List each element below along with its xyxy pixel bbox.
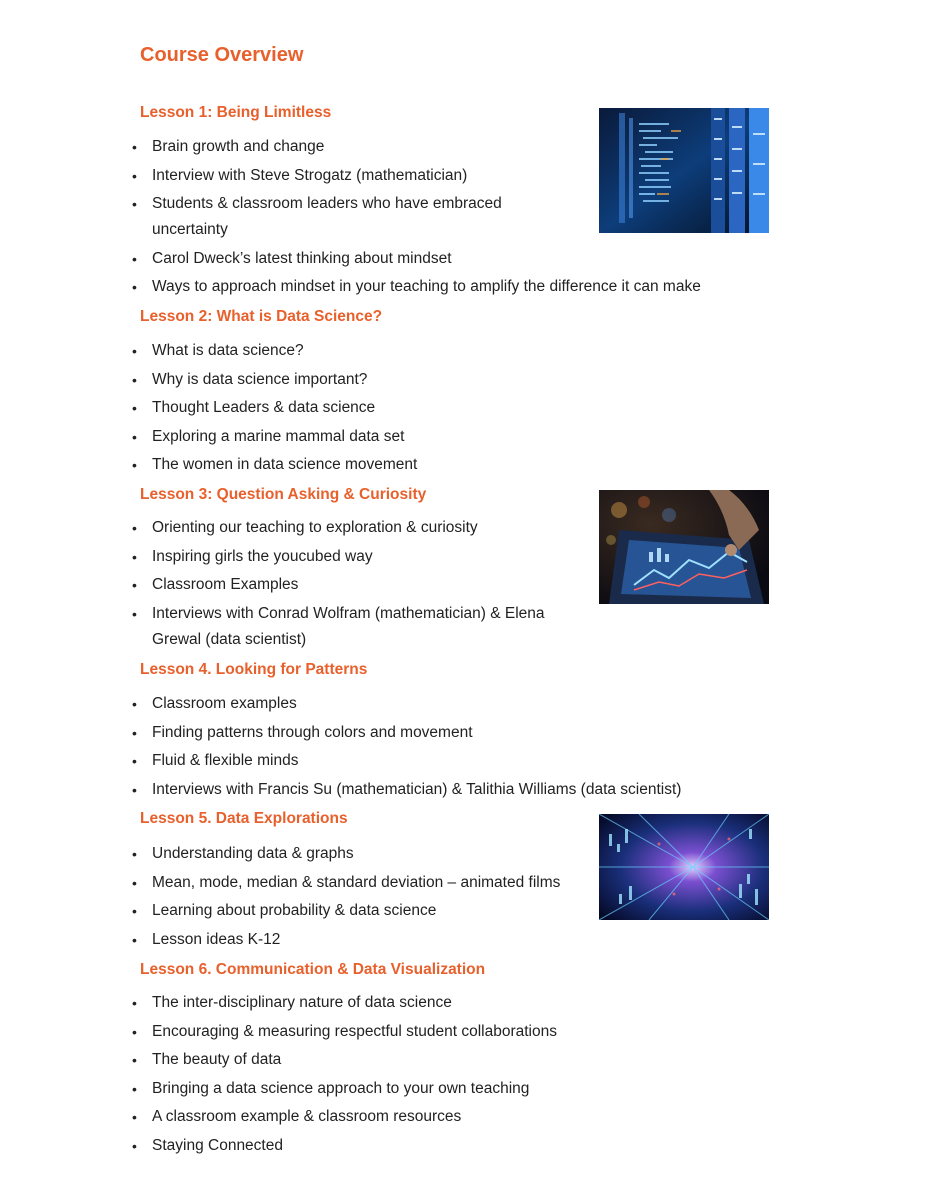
- lesson-2-title: Lesson 2: What is Data Science?: [140, 308, 383, 325]
- list-item: • The beauty of data: [132, 1051, 282, 1069]
- lesson-2-list: [130, 338, 630, 481]
- list-item: • Brain growth and change: [132, 138, 325, 155]
- list-item: • Learning about probability & data science: [132, 902, 437, 920]
- list-item: • Mean, mode, median & standard deviation – animated films: [132, 873, 561, 891]
- list-item: • Interviews with Conrad Wolfram (mathematician) & Elena Grewal (data scientist): [132, 604, 545, 648]
- lesson-3-title: Lesson 3: Question Asking & Curiosity: [140, 486, 427, 503]
- list-item: • Thought Leaders & data science: [132, 399, 376, 417]
- tablet-chart-image: [599, 490, 769, 604]
- list-item: • Finding patterns through colors and movement: [132, 723, 473, 741]
- list-item: • What is data science?: [132, 342, 304, 359]
- lesson-4-list: [130, 691, 770, 805]
- list-item: • The women in data science movement: [132, 456, 418, 474]
- lesson-4-title: Lesson 4. Looking for Patterns: [140, 661, 368, 678]
- list-item: • Interview with Steve Strogatz (mathematician): [132, 166, 468, 184]
- list-item: • Staying Connected: [132, 1136, 283, 1154]
- list-item: • Orienting our teaching to exploration & curiosity: [132, 519, 478, 536]
- list-item: • Carol Dweck’s latest thinking about mindset: [132, 249, 452, 267]
- lesson-1-list: [130, 134, 701, 303]
- list-item: • Encouraging & measuring respectful student collaborations: [132, 1022, 557, 1040]
- list-item: • Exploring a marine mammal data set: [132, 427, 405, 445]
- list-item: • Students & classroom leaders who have embraced uncertainty: [132, 195, 502, 239]
- data-tunnel-image: [599, 814, 769, 920]
- list-item: • Lesson ideas K-12: [132, 930, 281, 948]
- lesson-1-title: Lesson 1: Being Limitless: [140, 104, 332, 121]
- list-item: • Why is data science important?: [132, 370, 368, 388]
- list-item: • Classroom Examples: [132, 576, 299, 594]
- list-item: • Classroom examples: [132, 695, 297, 712]
- page-title: Course Overview: [140, 44, 304, 66]
- list-item: • Understanding data & graphs: [132, 845, 354, 862]
- list-item: • Inspiring girls the youcubed way: [132, 547, 373, 565]
- list-item: • A classroom example & classroom resources: [132, 1108, 462, 1126]
- list-item: • Ways to approach mindset in your teaching to amplify the difference it can make: [132, 278, 701, 296]
- list-item: • Fluid & flexible minds: [132, 752, 299, 770]
- lesson-5-title: Lesson 5. Data Explorations: [140, 810, 348, 827]
- lesson-6-list: [130, 990, 630, 1162]
- list-item: • Bringing a data science approach to your own teaching: [132, 1079, 530, 1097]
- list-item: • The inter-disciplinary nature of data science: [132, 994, 452, 1011]
- list-item: • Interviews with Francis Su (mathematician) & Talithia Williams (data scientist): [132, 780, 682, 798]
- lesson-6-title: Lesson 6. Communication & Data Visualization: [140, 961, 486, 978]
- server-rack-code-image: [599, 108, 769, 233]
- lesson-5-list: [130, 841, 590, 955]
- lesson-3-list: [130, 515, 580, 655]
